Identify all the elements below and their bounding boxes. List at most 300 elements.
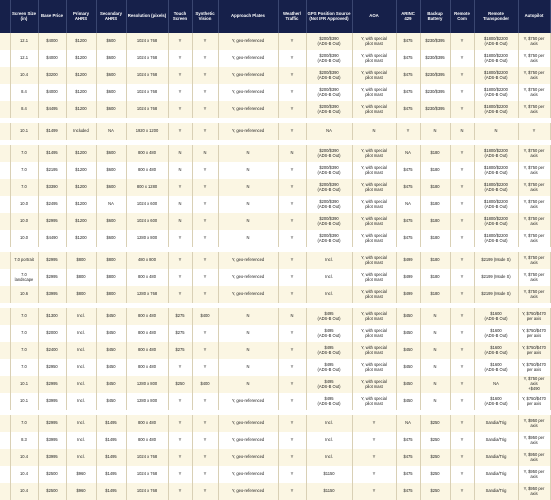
- table-cell: $230/$395: [420, 101, 450, 118]
- table-cell: 1024 x 768: [126, 50, 168, 67]
- table-cell: $1200: [66, 145, 96, 162]
- table-row: [0, 325, 550, 342]
- table-cell: $1800/$2200 (ADS-B Out): [474, 67, 518, 84]
- table-cell: $499: [396, 252, 420, 269]
- table-cell: Y: [278, 393, 306, 410]
- table-cell: Y: [192, 84, 218, 101]
- table-cell: $475: [396, 179, 420, 196]
- table-cell: $230/$395: [420, 50, 450, 67]
- table-cell: Y: [192, 325, 218, 342]
- table-cell: $450: [96, 325, 126, 342]
- table-cell: $200/$390 (ADS-B Out): [306, 101, 352, 118]
- table-cell: Y, $750 per axis: [518, 33, 550, 50]
- table-cell: Y, $750 per axis: [518, 196, 550, 213]
- table-row: [0, 252, 550, 269]
- table-cell: $4000: [38, 33, 66, 50]
- table-cell: Y: [450, 415, 474, 432]
- table-cell: $250: [420, 432, 450, 449]
- table-cell: N: [218, 162, 278, 179]
- table-cell: $1495: [96, 466, 126, 483]
- table-cell: $600: [96, 84, 126, 101]
- table-cell: Y, $750 per axis: [518, 252, 550, 269]
- table-cell: $3995: [38, 286, 66, 303]
- table-cell: $450: [96, 376, 126, 393]
- table-cell: $200/$390 (ADS-B Out): [306, 162, 352, 179]
- table-cell: Y: [278, 67, 306, 84]
- table-cell: Y: [192, 213, 218, 230]
- table-cell: $600: [96, 162, 126, 179]
- table-cell: $960: [66, 483, 96, 500]
- table-cell: Y, geo-referenced: [218, 415, 278, 432]
- table-cell: 8.4: [10, 101, 38, 118]
- table-cell: Y: [192, 230, 218, 247]
- table-header-row: [0, 0, 550, 33]
- table-cell: 800 x 1280: [126, 179, 168, 196]
- table-cell: $1200: [66, 84, 96, 101]
- table-cell: $475: [396, 67, 420, 84]
- table-cell: Y: [278, 84, 306, 101]
- column-header: Resolution (pixels): [126, 0, 168, 33]
- table-cell: $1200: [66, 213, 96, 230]
- table-cell: $2400: [38, 342, 66, 359]
- table-row: [0, 359, 550, 376]
- table-cell: $475: [396, 101, 420, 118]
- table-cell: Y: [450, 213, 474, 230]
- table-cell: $450: [96, 393, 126, 410]
- column-header: Remote Com: [450, 0, 474, 33]
- table-cell: Y: [278, 359, 306, 376]
- table-cell: Y, with special pilot mast: [352, 179, 396, 196]
- table-cell: $450: [96, 342, 126, 359]
- table-cell: N: [474, 123, 518, 140]
- table-cell: Y: [192, 101, 218, 118]
- table-cell: N: [218, 342, 278, 359]
- table-cell: Y, with special pilot mast: [352, 393, 396, 410]
- table-cell: [0, 101, 10, 118]
- table-cell: 1280 x 800: [126, 393, 168, 410]
- table-cell: $475: [396, 230, 420, 247]
- table-cell: $200/$390 (ADS-B Out): [306, 67, 352, 84]
- table-cell: [0, 466, 10, 483]
- table-cell: 1280 x 800: [126, 376, 168, 393]
- table-cell: NA: [396, 145, 420, 162]
- table-cell: Y: [192, 415, 218, 432]
- table-cell: $180: [420, 269, 450, 286]
- table-cell: $475: [396, 449, 420, 466]
- table-cell: Y, $750 per axis: [518, 50, 550, 67]
- table-cell: $200/$390 (ADS-B Out): [306, 84, 352, 101]
- table-cell: Y: [450, 376, 474, 393]
- table-cell: $2950: [38, 359, 66, 376]
- table-cell: $2199 (Mode S): [474, 252, 518, 269]
- table-cell: Y: [192, 162, 218, 179]
- table-cell: Y: [518, 123, 550, 140]
- table-cell: $2995: [38, 376, 66, 393]
- table-cell: $1150: [306, 466, 352, 483]
- table-cell: Y, $750 per axis: [518, 269, 550, 286]
- table-cell: Y: [450, 325, 474, 342]
- table-cell: Incl.: [306, 449, 352, 466]
- table-cell: 1024 x 768: [126, 84, 168, 101]
- column-header: Touch Screen: [168, 0, 192, 33]
- table-cell: 800 x 480: [126, 432, 168, 449]
- table-cell: $1200: [66, 162, 96, 179]
- column-header: Backup Battery: [420, 0, 450, 33]
- table-cell: $1200: [66, 196, 96, 213]
- table-cell: NA: [474, 376, 518, 393]
- table-cell: $2500: [38, 483, 66, 500]
- table-cell: $1800/$2200 (ADS-B Out): [474, 179, 518, 196]
- table-cell: Sandia/Trig: [474, 483, 518, 500]
- table-cell: 10.0: [10, 213, 38, 230]
- table-cell: $2995: [38, 213, 66, 230]
- table-cell: Y: [278, 123, 306, 140]
- table-row: [0, 342, 550, 359]
- table-cell: Y: [168, 252, 192, 269]
- table-cell: Y, geo-referenced: [218, 101, 278, 118]
- table-cell: [0, 342, 10, 359]
- column-header: ARINC 429: [396, 0, 420, 33]
- table-cell: $250: [420, 466, 450, 483]
- table-cell: N: [168, 213, 192, 230]
- table-cell: Y: [168, 466, 192, 483]
- table-cell: Y: [450, 359, 474, 376]
- table-cell: Y, with special pilot mast: [352, 342, 396, 359]
- table-cell: $800: [96, 286, 126, 303]
- column-header: AOA: [352, 0, 396, 33]
- table-cell: [0, 325, 10, 342]
- table-cell: $4495: [38, 101, 66, 118]
- table-cell: Y: [278, 50, 306, 67]
- table-cell: $180: [420, 196, 450, 213]
- table-cell: Y: [278, 376, 306, 393]
- table-cell: Y: [278, 466, 306, 483]
- table-cell: 1024 x 768: [126, 449, 168, 466]
- table-cell: Y, with special pilot mast: [352, 376, 396, 393]
- table-cell: Y, geo-referenced: [218, 67, 278, 84]
- table-cell: Incl.: [66, 308, 96, 325]
- table-cell: $475: [396, 84, 420, 101]
- table-cell: Y: [450, 483, 474, 500]
- column-header: Remote Transponder: [474, 0, 518, 33]
- table-cell: [0, 415, 10, 432]
- table-cell: Incl.: [306, 286, 352, 303]
- table-cell: Y, $750 per axis: [518, 162, 550, 179]
- column-header: Synthetic Vision: [192, 0, 218, 33]
- table-cell: Y, geo-referenced: [218, 432, 278, 449]
- table-cell: Y: [168, 123, 192, 140]
- table-cell: 800 x 480: [126, 145, 168, 162]
- table-cell: $1150: [306, 483, 352, 500]
- table-cell: NA: [96, 123, 126, 140]
- table-cell: $200/$390 (ADS-B Out): [306, 196, 352, 213]
- table-cell: [0, 67, 10, 84]
- table-body: [0, 33, 550, 500]
- table-cell: $475: [396, 213, 420, 230]
- table-cell: [0, 33, 10, 50]
- table-cell: Y: [278, 415, 306, 432]
- table-cell: Y, geo-referenced: [218, 123, 278, 140]
- table-cell: Y, geo-referenced: [218, 466, 278, 483]
- table-cell: Y: [396, 123, 420, 140]
- table-cell: Y: [450, 230, 474, 247]
- table-row: [0, 33, 550, 50]
- table-cell: Y: [278, 432, 306, 449]
- table-cell: 10.4: [10, 466, 38, 483]
- table-cell: 1280 x 800: [126, 230, 168, 247]
- table-cell: [0, 213, 10, 230]
- table-cell: $4000: [38, 50, 66, 67]
- table-cell: Y: [192, 342, 218, 359]
- table-cell: $495 (ADS-B Out): [306, 308, 352, 325]
- table-cell: $495 (ADS-B Out): [306, 359, 352, 376]
- table-cell: $600: [96, 145, 126, 162]
- table-cell: $1800/$2200 (ADS-B Out): [474, 213, 518, 230]
- table-cell: NA: [396, 415, 420, 432]
- table-cell: 7.0: [10, 325, 38, 342]
- table-cell: $600: [96, 33, 126, 50]
- table-cell: N: [218, 145, 278, 162]
- table-cell: Y, with special pilot mast: [352, 162, 396, 179]
- table-cell: Y: [192, 33, 218, 50]
- table-cell: 800 x 480: [126, 269, 168, 286]
- table-cell: Y: [168, 432, 192, 449]
- table-cell: N: [218, 213, 278, 230]
- table-row: [0, 213, 550, 230]
- table-cell: $200/$390 (ADS-B Out): [306, 50, 352, 67]
- table-cell: $1300: [38, 308, 66, 325]
- table-cell: [0, 359, 10, 376]
- table-cell: N: [420, 376, 450, 393]
- table-cell: Y: [192, 67, 218, 84]
- table-cell: Y: [450, 286, 474, 303]
- table-cell: Y, $750/$470 per axis: [518, 308, 550, 325]
- table-cell: N: [218, 196, 278, 213]
- table-cell: $400: [192, 308, 218, 325]
- table-row: [0, 67, 550, 84]
- table-cell: 10.0: [10, 196, 38, 213]
- table-cell: Y: [192, 50, 218, 67]
- table-cell: Y: [192, 432, 218, 449]
- table-cell: Y, with special pilot mast: [352, 84, 396, 101]
- table-cell: Y: [192, 252, 218, 269]
- table-cell: $2995: [38, 415, 66, 432]
- table-row: [0, 196, 550, 213]
- table-cell: $1200: [66, 50, 96, 67]
- table-cell: [0, 123, 10, 140]
- table-cell: $250: [420, 449, 450, 466]
- table-cell: Y: [450, 162, 474, 179]
- table-cell: Y: [168, 50, 192, 67]
- table-cell: $800: [96, 269, 126, 286]
- table-cell: $2199 (Mode S): [474, 269, 518, 286]
- table-row: [0, 269, 550, 286]
- table-cell: $450: [396, 325, 420, 342]
- table-cell: N: [192, 145, 218, 162]
- table-cell: N: [278, 145, 306, 162]
- table-cell: N: [352, 123, 396, 140]
- table-cell: N: [420, 123, 450, 140]
- table-cell: Y, geo-referenced: [218, 33, 278, 50]
- table-cell: $450: [96, 308, 126, 325]
- table-cell: Y, $950 per axis: [518, 449, 550, 466]
- table-row: [0, 50, 550, 67]
- table-cell: $275: [168, 342, 192, 359]
- table-cell: Y: [278, 286, 306, 303]
- table-cell: $495 (ADS-B Out): [306, 376, 352, 393]
- table-cell: Y: [278, 252, 306, 269]
- table-row: [0, 123, 550, 140]
- table-cell: 800 x 480: [126, 359, 168, 376]
- column-header: [0, 0, 10, 33]
- table-cell: Y: [168, 286, 192, 303]
- table-cell: [0, 376, 10, 393]
- table-cell: $600: [96, 230, 126, 247]
- table-row: [0, 376, 550, 393]
- table-cell: $250: [168, 376, 192, 393]
- table-cell: N: [218, 230, 278, 247]
- table-cell: Incl.: [66, 393, 96, 410]
- table-cell: [0, 50, 10, 67]
- table-cell: $180: [420, 252, 450, 269]
- table-cell: Y: [192, 179, 218, 196]
- table-cell: Y: [168, 483, 192, 500]
- table-cell: 10.6: [10, 286, 38, 303]
- table-cell: [0, 286, 10, 303]
- table-cell: Incl.: [306, 415, 352, 432]
- table-cell: Y, with special pilot mast: [352, 286, 396, 303]
- table-cell: $400: [192, 376, 218, 393]
- table-cell: $600: [96, 50, 126, 67]
- table-cell: 1024 x 600: [126, 196, 168, 213]
- table-cell: $200/$390 (ADS-B Out): [306, 213, 352, 230]
- table-cell: N: [420, 393, 450, 410]
- table-cell: Y: [168, 179, 192, 196]
- table-cell: [0, 145, 10, 162]
- table-cell: [0, 179, 10, 196]
- table-cell: Y: [192, 483, 218, 500]
- table-cell: $495 (ADS-B Out): [306, 325, 352, 342]
- table-cell: $4490: [38, 230, 66, 247]
- table-cell: $180: [420, 213, 450, 230]
- table-cell: 800 x 480: [126, 325, 168, 342]
- table-cell: $499: [396, 286, 420, 303]
- table-cell: 800 x 480: [126, 308, 168, 325]
- table-cell: [0, 483, 10, 500]
- table-cell: $450: [396, 342, 420, 359]
- table-cell: Y, $950 per axis: [518, 466, 550, 483]
- table-cell: 480 x 800: [126, 252, 168, 269]
- table-cell: Y: [450, 449, 474, 466]
- table-cell: Incl.: [66, 415, 96, 432]
- table-cell: $1200: [66, 67, 96, 84]
- table-cell: Incl.: [306, 252, 352, 269]
- table-cell: $800: [96, 252, 126, 269]
- table-cell: $3390: [38, 179, 66, 196]
- table-cell: $2995: [38, 252, 66, 269]
- table-cell: $1600 (ADS-B Out): [474, 308, 518, 325]
- table-cell: $1600 (ADS-B Out): [474, 342, 518, 359]
- table-cell: Y: [168, 359, 192, 376]
- table-cell: 1920 x 1200: [126, 123, 168, 140]
- table-cell: $1800/$2200 (ADS-B Out): [474, 50, 518, 67]
- table-cell: $3995: [38, 393, 66, 410]
- table-cell: Y, with special pilot mast: [352, 308, 396, 325]
- table-cell: 7.0 landscape: [10, 269, 38, 286]
- table-row: [0, 415, 550, 432]
- table-cell: $499: [396, 269, 420, 286]
- table-cell: $200/$390 (ADS-B Out): [306, 33, 352, 50]
- table-cell: Y, geo-referenced: [218, 449, 278, 466]
- table-cell: Y: [450, 393, 474, 410]
- table-cell: $180: [420, 179, 450, 196]
- table-row: [0, 308, 550, 325]
- table-cell: $1800/$2200 (ADS-B Out): [474, 101, 518, 118]
- table-cell: [0, 393, 10, 410]
- table-row: [0, 466, 550, 483]
- column-header: Autopilot: [518, 0, 550, 33]
- table-cell: 7.0: [10, 359, 38, 376]
- table-cell: Y: [278, 213, 306, 230]
- table-cell: [0, 432, 10, 449]
- table-cell: $230/$395: [420, 33, 450, 50]
- table-cell: Y: [352, 466, 396, 483]
- table-cell: $800: [66, 269, 96, 286]
- table-cell: Y: [450, 67, 474, 84]
- table-cell: $1495: [96, 449, 126, 466]
- table-cell: Y, geo-referenced: [218, 84, 278, 101]
- table-cell: 10.0: [10, 230, 38, 247]
- table-row: [0, 483, 550, 500]
- table-cell: $200/$390 (ADS-B Out): [306, 230, 352, 247]
- table-cell: $600: [96, 179, 126, 196]
- table-cell: 12.1: [10, 50, 38, 67]
- table-cell: $2199 (Mode S): [474, 286, 518, 303]
- table-cell: Y, $750/$470 per axis: [518, 359, 550, 376]
- table-cell: $4000: [38, 84, 66, 101]
- table-cell: $1600 (ADS-B Out): [474, 325, 518, 342]
- table-cell: Y: [450, 196, 474, 213]
- table-cell: Y: [450, 145, 474, 162]
- table-cell: Y, with special pilot mast: [352, 252, 396, 269]
- table-cell: Y, geo-referenced: [218, 252, 278, 269]
- table-cell: Y: [450, 342, 474, 359]
- table-row: [0, 393, 550, 410]
- table-cell: 1024 x 768: [126, 483, 168, 500]
- table-cell: N: [168, 145, 192, 162]
- table-cell: [0, 84, 10, 101]
- table-cell: 800 x 480: [126, 342, 168, 359]
- table-cell: Y, $750 per axis: [518, 84, 550, 101]
- table-cell: Sandia/Trig: [474, 466, 518, 483]
- table-cell: Y: [278, 449, 306, 466]
- table-cell: Y, $750/$470 per axis: [518, 325, 550, 342]
- table-cell: N: [168, 196, 192, 213]
- table-cell: Y, geo-referenced: [218, 50, 278, 67]
- table-cell: N: [218, 308, 278, 325]
- table-cell: Y: [192, 123, 218, 140]
- table-cell: Y: [450, 84, 474, 101]
- table-cell: $800: [66, 252, 96, 269]
- table-cell: Y, with special pilot mast: [352, 230, 396, 247]
- table-cell: $600: [96, 213, 126, 230]
- table-cell: $475: [396, 50, 420, 67]
- table-cell: Y, $750 per axis: [518, 145, 550, 162]
- table-cell: Y: [352, 432, 396, 449]
- table-cell: $2500: [38, 466, 66, 483]
- table-cell: Y: [450, 432, 474, 449]
- table-cell: $1200: [66, 230, 96, 247]
